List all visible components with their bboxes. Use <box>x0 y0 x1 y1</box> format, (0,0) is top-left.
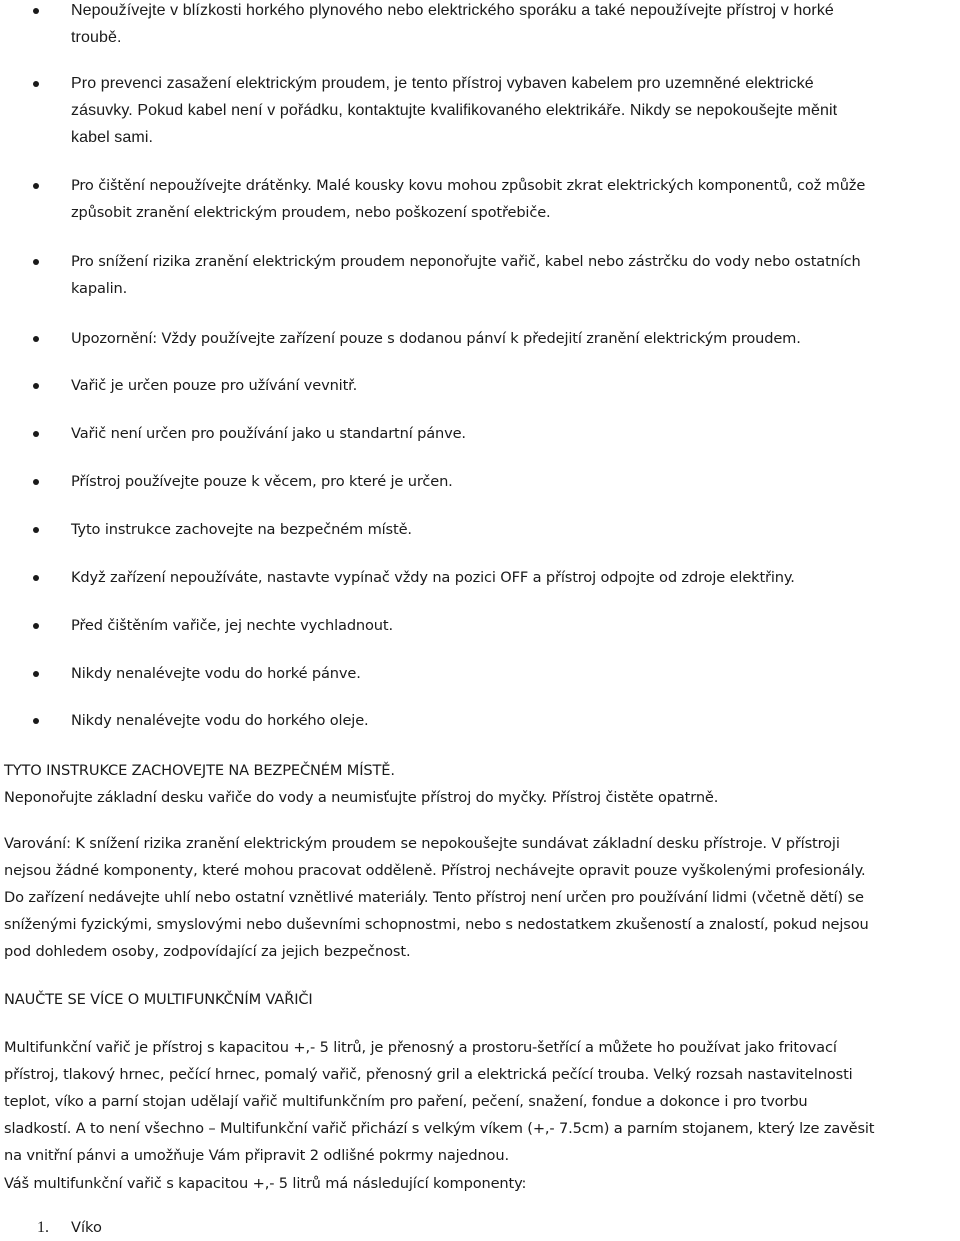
warning-line: Varování: K snížení rizika zranění elektrickým proudem se nepokoušejte sundávat základní desku přístroje. V přístroji <box>4 835 840 852</box>
bullet-dot-icon <box>33 383 39 389</box>
bullet-dot-icon <box>33 259 39 265</box>
intro-line: sladkostí. A to není všechno – Multifunkční vařič přichází s velkým víkem (+,- 7.5cm) a parním stojanem, který lze zavěsit <box>4 1120 875 1137</box>
safety-bullet-item <box>0 172 951 226</box>
bullet-text-line: Nepoužívejte v blízkosti horkého plynového nebo elektrického sporáku a také nepoužívejte přístroj v horké <box>71 2 834 19</box>
bullet-text-line: Přístroj používejte pouze k věcem, pro které je určen. <box>71 473 453 490</box>
bullet-text-line: troubě. <box>71 29 122 46</box>
safety-bullet-item <box>0 0 951 51</box>
safety-bullet-item <box>0 707 951 734</box>
warning-paragraph <box>4 830 956 965</box>
bullet-text-line: kabel sami. <box>71 129 154 146</box>
bullet-text-line: Pro snížení rizika zranění elektrickým proudem neponořujte vařič, kabel nebo zástrčku do vody nebo ostatních <box>71 253 861 270</box>
bullet-dot-icon <box>33 623 39 629</box>
components-intro: Váš multifunkční vařič s kapacitou +,- 5 litrů má následující komponenty: <box>4 1175 527 1192</box>
bullet-text-line: způsobit zranění elektrickým proudem, nebo poškození spotřebiče. <box>71 204 551 221</box>
bullet-dot-icon <box>33 718 39 724</box>
component-number: 1. <box>37 1219 49 1236</box>
bullet-text-line: Vařič není určen pro používání jako u standartní pánve. <box>71 425 466 442</box>
keep-instructions-heading: TYTO INSTRUKCE ZACHOVEJTE NA BEZPEČNÉM MÍSTĚ. <box>4 762 395 779</box>
safety-bullet-item <box>0 612 951 639</box>
bullet-text-line: Nikdy nenalévejte vodu do horké pánve. <box>71 665 361 682</box>
intro-line: přístroj, tlakový hrnec, pečící hrnec, pomalý vařič, přenosný gril a elektrická pečící trouba. Velký rozsah nastavitelnosti <box>4 1066 853 1083</box>
intro-line: teplot, víko a parní stojan udělají vařič multifunkčním pro paření, pečení, snažení, fondue a dokonce i pro tvorbu <box>4 1093 808 1110</box>
dishwasher-note: Neponořujte základní desku vařiče do vody a neumisťujte přístroj do myčky. Přístroj čistěte opatrně. <box>4 789 719 806</box>
bullet-text-line: Upozornění: Vždy používejte zařízení pouze s dodanou pánví k předejití zranění elektrickým proudem. <box>71 330 801 347</box>
safety-bullet-item <box>0 248 951 302</box>
safety-bullet-item <box>0 660 951 687</box>
bullet-text-line: Před čištěním vařiče, jej nechte vychladnout. <box>71 617 393 634</box>
warning-line: sníženými fyzickými, smyslovými nebo duševními schopnostmi, nebo s nedostatkem zkušeností a znalostí, pokud nejsou <box>4 916 869 933</box>
safety-bullet-item <box>0 372 951 399</box>
bullet-dot-icon <box>33 575 39 581</box>
bullet-dot-icon <box>33 183 39 189</box>
intro-paragraph <box>4 1034 956 1169</box>
safety-bullet-item <box>0 420 951 447</box>
safety-bullet-item <box>0 564 951 591</box>
section-heading: NAUČTE SE VÍCE O MULTIFUNKČNÍM VAŘIČI <box>4 991 313 1008</box>
bullet-dot-icon <box>33 431 39 437</box>
safety-bullet-item <box>0 468 951 495</box>
warning-line: pod dohledem osoby, zodpovídající za jejich bezpečnost. <box>4 943 411 960</box>
bullet-dot-icon <box>33 671 39 677</box>
component-label: Víko <box>71 1219 102 1236</box>
safety-bullet-item <box>0 325 951 352</box>
bullet-text-line: Pro čištění nepoužívejte drátěnky. Malé kousky kovu mohou způsobit zkrat elektrických komponentů, což může <box>71 177 866 194</box>
bullet-text-line: Vařič je určen pouze pro užívání vevnitř. <box>71 377 358 394</box>
intro-line: Multifunkční vařič je přístroj s kapacitou +,- 5 litrů, je přenosný a prostoru-šetřící a můžete ho používat jako fritovací <box>4 1039 837 1056</box>
bullet-dot-icon <box>33 8 39 14</box>
bullet-dot-icon <box>33 81 39 87</box>
bullet-dot-icon <box>33 479 39 485</box>
bullet-text-line: zásuvky. Pokud kabel není v pořádku, kontaktujte kvalifikovaného elektrikáře. Nikdy se nepokoušejte měnit <box>71 102 838 119</box>
bullet-text-line: kapalin. <box>71 280 128 297</box>
bullet-text-line: Tyto instrukce zachovejte na bezpečném místě. <box>71 521 412 538</box>
safety-bullet-item <box>0 70 951 151</box>
warning-line: Do zařízení nedávejte uhlí nebo ostatní vznětlivé materiály. Tento přístroj není určen pro používání lidmi (včetně dětí) se <box>4 889 864 906</box>
warning-line: nejsou žádné komponenty, které mohou pracovat odděleně. Přístroj nechávejte opravit pouze vyškolenými profesionály. <box>4 862 866 879</box>
bullet-text-line: Když zařízení nepoužíváte, nastavte vypínač vždy na pozici OFF a přístroj odpojte od zdroje elektřiny. <box>71 569 795 586</box>
bullet-dot-icon <box>33 336 39 342</box>
bullet-text-line: Pro prevenci zasažení elektrickým proudem, je tento přístroj vybaven kabelem pro uzemněné elektrické <box>71 75 814 92</box>
bullet-dot-icon <box>33 527 39 533</box>
safety-bullet-item <box>0 516 951 543</box>
intro-line: na vnitřní pánvi a umožňuje Vám připravit 2 odlišné pokrmy najednou. <box>4 1147 509 1164</box>
bullet-text-line: Nikdy nenalévejte vodu do horkého oleje. <box>71 712 369 729</box>
